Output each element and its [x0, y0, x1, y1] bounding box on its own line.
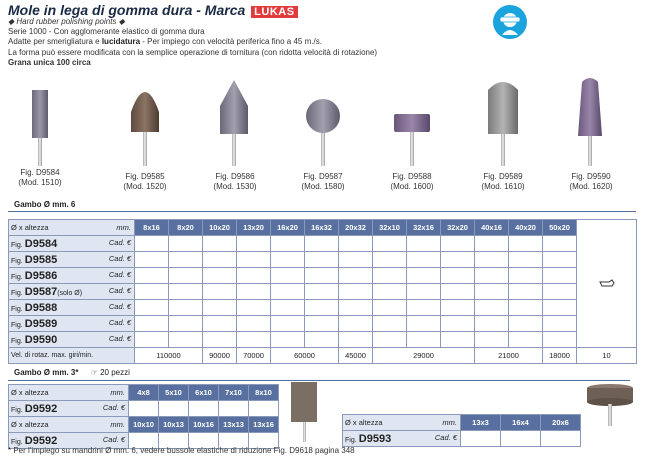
row-label-d9589: Fig. D9589 Cad. € — [9, 316, 135, 332]
size-header-row: Ø x altezza mm. 10x10 10x13 10x16 13x13 13x16 — [9, 417, 279, 433]
speed-cell: 45000 — [339, 348, 373, 364]
desc-line-3: La forma può essere modificata con la semplice operazione di tornitura (con ridotta velocità di rotazione) — [8, 48, 378, 57]
subtitle: ◆ Hard rubber polishing points ◆ — [8, 17, 125, 26]
size-cell: 20x32 — [339, 220, 373, 236]
speed-cell: 90000 — [203, 348, 237, 364]
size-header-row — [9, 220, 637, 236]
row-label-d9584: Fig. D9584 Cad. € — [9, 236, 135, 252]
wheel-d9590-icon — [578, 78, 602, 166]
price-table-d9593 — [342, 414, 581, 447]
speed-cell: 18000 — [543, 348, 577, 364]
row-label-d9585: Fig. D9585 Cad. € — [9, 252, 135, 268]
speed-cell: 29000 — [373, 348, 475, 364]
size-header-row: Ø x altezza mm. 13x3 16x4 20x6 — [343, 415, 581, 431]
size-cell: 13x20 — [237, 220, 271, 236]
size-cell: 40x20 — [509, 220, 543, 236]
table-row — [9, 316, 637, 332]
gambo-6-label: Gambo Ø mm. 6 — [14, 200, 76, 209]
table-row: Fig. D9593 Cad. € — [343, 431, 581, 447]
caption-d9586: Fig. D9586 (Mod. 1530) — [213, 172, 257, 191]
desc-line-2: Adatte per smerigliatura e lucidatura - Per impiego con velocità periferica fino a 45 m./s. — [8, 37, 322, 46]
size-cell: 10x20 — [203, 220, 237, 236]
page-title — [8, 2, 298, 18]
speed-row — [9, 348, 637, 364]
speed-cell-last: 10 — [577, 348, 637, 364]
size-cell: 16x32 — [305, 220, 339, 236]
table-row — [9, 236, 637, 252]
table-row — [9, 284, 637, 300]
safety-goggles-icon — [493, 5, 527, 39]
caption-d9590: Fig. D9590 (Mod. 1620) — [569, 172, 613, 191]
product-illustrations — [0, 70, 650, 170]
wheel-d9588-icon — [394, 114, 430, 166]
price-table-gambo-3 — [8, 384, 279, 449]
caption-d9585: Fig. D9585 (Mod. 1520) — [123, 172, 167, 191]
speed-cell: 70000 — [237, 348, 271, 364]
hand-pointer-icon — [599, 278, 615, 288]
speed-label: Vel. di rotaz. max. giri/min. — [9, 348, 135, 364]
row-label-d9587: Fig. D9587(solo Ø) Cad. € — [9, 284, 135, 300]
gambo-3-label: Gambo Ø mm. 3* ☞ 20 pezzi — [14, 368, 130, 377]
wheel-d9593-icon — [580, 378, 640, 428]
title-separator: - Marca — [192, 2, 246, 18]
pack-cell — [577, 220, 637, 348]
speed-cell: 110000 — [135, 348, 203, 364]
size-cell: 8x16 — [135, 220, 169, 236]
size-header-label: Ø x altezza mm. — [9, 220, 135, 236]
wheel-d9592-icon — [285, 380, 325, 444]
speed-cell: 60000 — [271, 348, 339, 364]
speed-cell: 21000 — [475, 348, 543, 364]
desc-line-1: Serie 1000 - Con agglomerante elastico di gomma dura — [8, 27, 205, 36]
table-row — [9, 268, 637, 284]
wheel-d9586-icon — [220, 80, 248, 166]
pack-quantity: 20 pezzi — [100, 368, 130, 377]
table-row — [9, 252, 637, 268]
table-row — [9, 300, 637, 316]
size-cell: 32x16 — [407, 220, 441, 236]
section-divider — [8, 211, 636, 212]
size-cell: 40x16 — [475, 220, 509, 236]
wheel-d9585-icon — [131, 92, 159, 166]
wheel-d9584-icon — [32, 90, 48, 166]
row-label-d9590: Fig. D9590 Cad. € — [9, 332, 135, 348]
brand-logo: LUKAS — [251, 6, 297, 18]
wheel-d9587-icon — [306, 99, 340, 166]
wheel-d9589-icon — [488, 82, 518, 166]
caption-d9584: Fig. D9584 (Mod. 1510) — [18, 168, 62, 187]
size-cell: 32x10 — [373, 220, 407, 236]
title-text: Mole in lega di gomma dura — [8, 2, 193, 18]
size-cell: 50x20 — [543, 220, 577, 236]
caption-d9588: Fig. D9588 (Mod. 1600) — [390, 172, 434, 191]
caption-d9589: Fig. D9589 (Mod. 1610) — [481, 172, 525, 191]
row-label-d9586: Fig. D9586 Cad. € — [9, 268, 135, 284]
footnote: * Per l'impiego su mandrini Ø mm. 6, vedere bussole elastiche di riduzione Fig. D9618 pagina 348 — [8, 446, 355, 455]
row-label-d9588: Fig. D9588 Cad. € — [9, 300, 135, 316]
size-cell: 8x20 — [169, 220, 203, 236]
caption-d9587: Fig. D9587 (Mod. 1580) — [301, 172, 345, 191]
table-row: Fig. D9592 Cad. € — [9, 401, 279, 417]
table-row — [9, 332, 637, 348]
size-header-row: Ø x altezza mm. 4x8 5x10 6x10 7x10 8x10 — [9, 385, 279, 401]
price-table-gambo-6 — [8, 219, 637, 364]
table-row: Fig. D9592 Cad. € — [9, 433, 279, 449]
size-cell: 16x20 — [271, 220, 305, 236]
desc-line-4: Grana unica 100 circa — [8, 58, 91, 67]
hand-pointer-icon: ☞ — [90, 368, 98, 377]
size-cell: 32x20 — [441, 220, 475, 236]
